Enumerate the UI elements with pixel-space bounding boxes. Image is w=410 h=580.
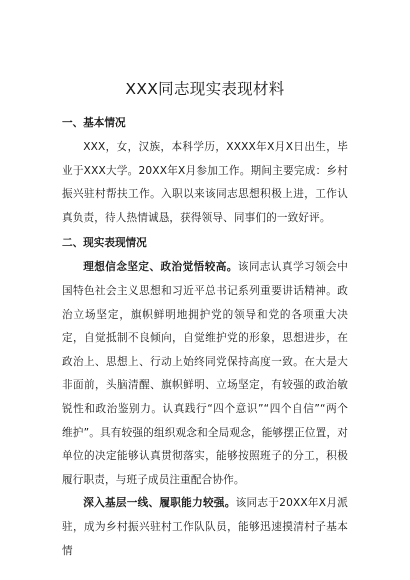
basic-info-text: XXX，女，汉族，本科学历，XXXX年X月X日出生，毕业于XXX大学。20XX年X月参加工作。期间主要完成：乡村振兴驻村帮扶工作。入职以来该同志思想积极上进，工作认真负责，待人热情诚恳，获得领导、同事们的一致好评。: [62, 141, 348, 224]
section-basic-info: [62, 115, 348, 230]
section-heading-performance: 二、现实表现情况: [62, 237, 147, 250]
political-lead: 理想信念坚定、政治觉悟较高。: [83, 261, 238, 274]
section-performance: [62, 235, 348, 563]
basic-info-paragraph: [62, 136, 348, 230]
document-page: [62, 78, 348, 563]
political-text: 该同志认真学习领会中国特色社会主义思想和习近平总书记系列重要讲话精神。政治立场坚定，旗帜鲜明地拥护党的领导和党的各项重大决定，自觉抵制不良倾向，自觉维护党的形象，思想进步，在政治上、思想上、行动上始终同党保持高度一致。在大是大非面前，头脑清醒、旗帜鲜明、立场坚定，有较强的政治敏锐性和政治鉴别力。认真践行“四个意识”“四个自信”“两个维护”。具有较强的组织观念和全局观念，能够摆正位置，对单位的决定能够认真贯彻落实，能够按照班子的分工，积极履行职责，与班子成员注重配合协作。: [62, 261, 349, 486]
performance-paragraph-political: [62, 256, 348, 492]
grassroots-lead: 深入基层一线、履职能力较强。: [83, 497, 236, 510]
performance-paragraph-grassroots: [62, 492, 348, 563]
document-title: XXX同志现实表现材料: [125, 80, 285, 98]
section-heading-basic-info: 一、基本情况: [62, 117, 126, 129]
grassroots-text: 该同志于20XX年X月派驻，成为乡村振兴驻村工作队队员，能够迅速摸清村子基本情: [62, 497, 348, 557]
